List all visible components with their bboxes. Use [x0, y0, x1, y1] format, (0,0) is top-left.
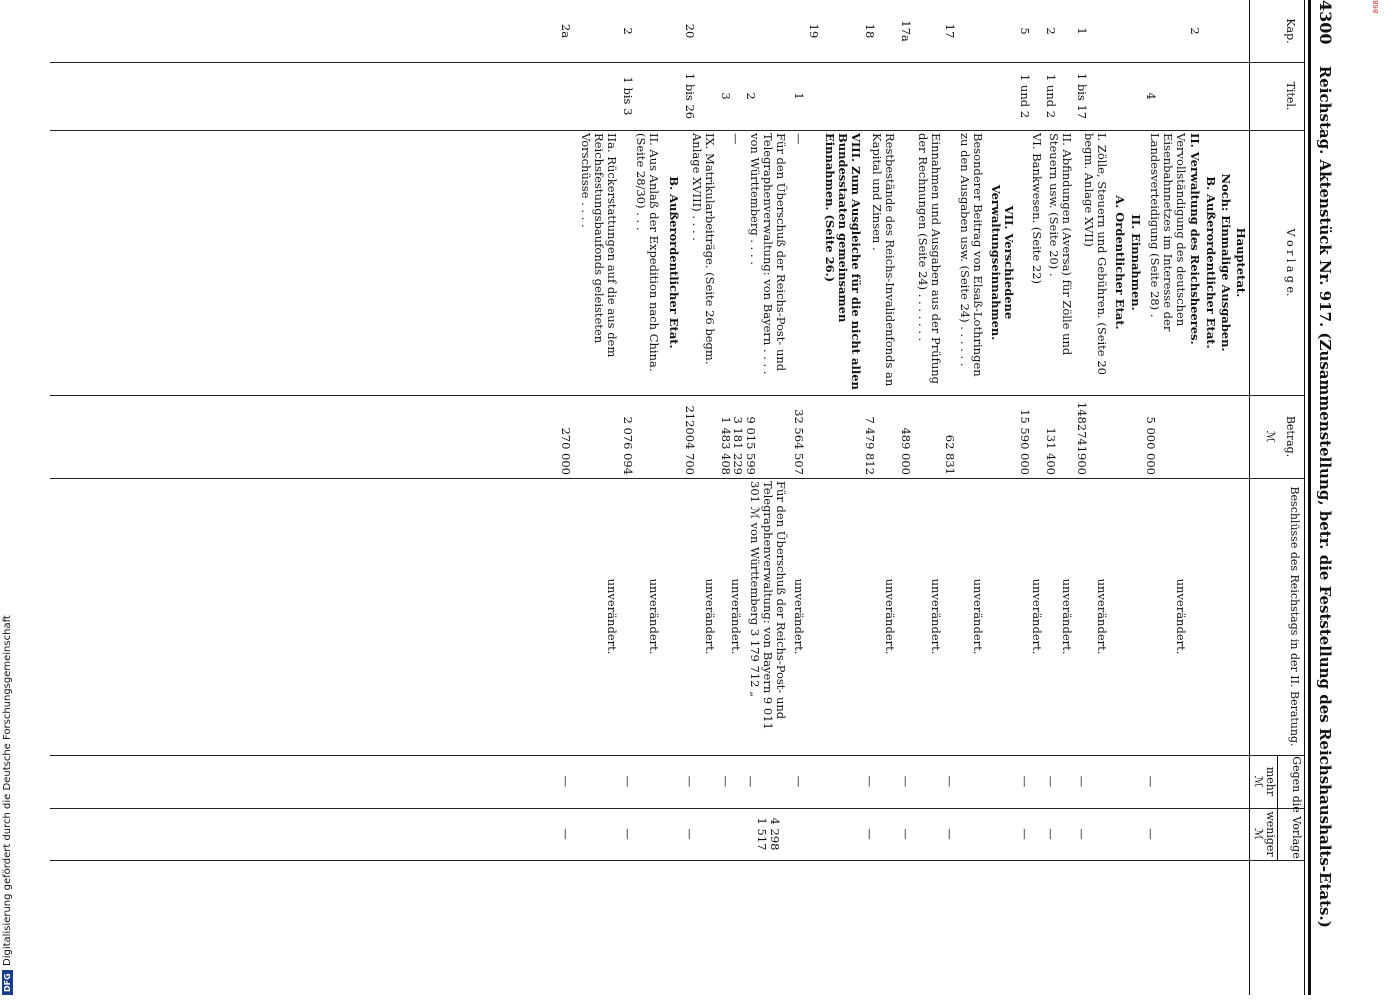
- row-14-vorlage: VIII. Zum Ausgleiche für die nicht allen Bundesstaaten gemeinsamen Einnahmen. (Seite 26.): [823, 133, 863, 390]
- row-21-mehr: —: [559, 775, 573, 788]
- row-2-vorlage: B. Außerordentlicher Etat.: [1204, 176, 1218, 349]
- row-9-kap: 5: [1018, 27, 1032, 35]
- row-18-kap: 20: [683, 23, 697, 39]
- row-13-beschluss: unverändert.: [883, 578, 897, 655]
- row-12-vorlage: Einnahmen und Ausgaben aus der Prüfung der Rechnungen (Seite 24) . . . . . . .: [916, 133, 943, 385]
- row-7-beschluss: unverändert.: [1095, 578, 1109, 655]
- header-betrag-unit: ℳ: [1264, 430, 1277, 443]
- row-11-kap: 17: [943, 23, 957, 39]
- row-13-vorlage: Restbestände des Reichs-Invalidenfonds an Kapital und Zinsen .: [870, 133, 897, 387]
- row-16-vorlage: Für den Überschuß der Reichs-Post- und Telegraphenverwaltung: von Bayern . . . . von Württemberg . . . .: [748, 133, 788, 375]
- row-8-vorlage: II. Abfindungen (Aversa) für Zölle und Steuern usw. (Seite 20) .: [1047, 133, 1074, 356]
- row-7-betrag: 1482741900: [1075, 401, 1089, 475]
- row-8-titel: 1 und 2: [1044, 73, 1058, 119]
- row-9-weniger: —: [1018, 828, 1032, 840]
- row-12-betrag: 489 000: [899, 427, 913, 475]
- column-rule: [50, 860, 1304, 861]
- running-title: Reichstag. Aktenstück Nr. 917. (Zusammenstellung, betr. die Feststellung des Reichshaushalts-Etats.): [1316, 65, 1334, 928]
- header-betrag: Betrag.: [1284, 415, 1297, 458]
- row-16-weniger: 4 298 1 517: [755, 817, 782, 851]
- row-20-vorlage: II. Aus Anlaß der Expedition nach China. (Seite 28/30) . . .: [634, 133, 661, 372]
- row-16-mehr: —: [744, 775, 758, 788]
- row-8-betrag: 131 400: [1044, 427, 1058, 475]
- row-9-vorlage: VI. Bankwesen. (Seite 22): [1030, 133, 1044, 284]
- row-11-betrag: 62 831: [943, 434, 957, 475]
- row-4-betrag: 5 000 000: [1144, 416, 1158, 475]
- row-5-vorlage: II. Einnahmen.: [1129, 214, 1143, 311]
- row-20-titel: 1 bis 3: [621, 76, 635, 116]
- row-12-kap: 17a: [899, 20, 913, 42]
- row-18-mehr: —: [683, 775, 697, 788]
- row-11-mehr: —: [943, 775, 957, 788]
- row-16-beschluss: Für den Überschuß der Reichs-Post- und Telegraphenverwaltung: von Bayern 9 011 301 ℳ von Württemberg 3 179 712 „: [748, 481, 788, 730]
- credit-text: Digitalisierung gefördert durch die Deutsche Forschungsgemeinschaft: [2, 615, 13, 967]
- header-rule: [1249, 0, 1250, 995]
- row-7-kap: 1: [1075, 27, 1089, 35]
- page-number-top: 868: [1372, 0, 1380, 14]
- column-rule: [50, 62, 1304, 63]
- row-18-betrag: 212004 700: [683, 405, 697, 475]
- row-11-weniger: —: [943, 828, 957, 840]
- header-unit-weniger: ℳ: [1252, 828, 1265, 840]
- row-20-weniger: —: [621, 828, 635, 840]
- row-20-kap: 2: [621, 27, 635, 35]
- row-17-titel: 3: [719, 92, 733, 100]
- top-rule: [1308, 0, 1311, 995]
- row-7-weniger: —: [1075, 828, 1089, 840]
- row-21-vorlage: IIa. Rückerstattungen auf die aus dem Reichsfestungsbaufonds geleisteten Vorschüsse . . . .: [579, 133, 619, 358]
- document-sheet: [50, 0, 1340, 1000]
- row-18-beschluss: unverändert.: [703, 578, 717, 655]
- row-12-weniger: —: [899, 828, 913, 840]
- row-9-mehr: —: [1018, 775, 1032, 788]
- top-rule-thin: [1304, 0, 1305, 995]
- row-8-kap: 2: [1044, 27, 1058, 35]
- header-unit-mehr: ℳ: [1252, 775, 1265, 788]
- row-20-beschluss: unverändert.: [647, 578, 661, 655]
- row-17-betrag: 1 483 408: [719, 416, 733, 475]
- row-13-mehr: —: [863, 775, 877, 788]
- row-21-weniger: —: [559, 828, 573, 840]
- header-beschluesse: Beschlüsse des Reichstags in der II. Beratung.: [1288, 486, 1301, 747]
- row-14-kap: 19: [807, 23, 821, 39]
- header-kap: Kap.: [1284, 18, 1297, 44]
- column-rule: [50, 808, 1304, 809]
- row-7-titel: 1 bis 17: [1075, 72, 1089, 120]
- running-head: [1316, 0, 1334, 1000]
- row-20-mehr: —: [621, 775, 635, 788]
- row-17-mehr: —: [719, 775, 733, 788]
- row-21-beschluss: unverändert.: [605, 578, 619, 655]
- row-13-weniger: —: [863, 828, 877, 840]
- row-4-titel: 4: [1144, 92, 1158, 100]
- row-18-vorlage: IX. Matrikularbeiträge. (Seite 26 begm. Anlage XVIII) . . . .: [690, 133, 717, 365]
- row-1-vorlage: Noch: Einmalige Ausgaben.: [1219, 173, 1233, 352]
- credit-line: [2, 605, 13, 995]
- header-weniger: weniger: [1264, 811, 1277, 857]
- row-12-mehr: —: [899, 775, 913, 788]
- column-rule: [50, 478, 1304, 479]
- row-15-mehr: —: [792, 775, 806, 788]
- row-18-weniger: —: [683, 828, 697, 840]
- row-17-beschluss: unverändert.: [729, 578, 743, 655]
- row-12-beschluss: unverändert.: [929, 578, 943, 655]
- row-16-titel: 2: [744, 92, 758, 100]
- header-vorlage: V o r l a g e.: [1284, 228, 1297, 297]
- row-0-vorlage: Hauptetat.: [1234, 227, 1248, 298]
- row-21-betrag: 270 000: [559, 427, 573, 475]
- row-15-betrag: 32 564 507: [792, 409, 806, 475]
- header-mehr: mehr: [1264, 766, 1277, 797]
- row-4-mehr: —: [1144, 775, 1158, 788]
- row-7-mehr: —: [1075, 775, 1089, 788]
- row-15-titel: 1: [792, 92, 806, 100]
- row-8-weniger: —: [1044, 828, 1058, 840]
- row-21-kap: 2a: [559, 23, 573, 39]
- row-11-vorlage: Besonderer Beitrag von Elsaß-Lothringen zu den Ausgaben usw. (Seite 24) . . . . . .: [958, 133, 985, 377]
- row-13-kap: 18: [863, 23, 877, 39]
- row-3-vorlage: II. Verwaltung des Reichsheeres.: [1188, 133, 1202, 345]
- dfg-logo: DFG: [2, 970, 13, 995]
- header-titel: Titel.: [1284, 81, 1297, 111]
- row-8-mehr: —: [1044, 775, 1058, 788]
- row-9-beschluss: unverändert.: [1030, 578, 1044, 655]
- row-3-kap: 2: [1188, 27, 1202, 35]
- row-13-betrag: 7 479 812: [863, 416, 877, 475]
- row-19-vorlage: B. Außerordentlicher Etat.: [667, 176, 681, 349]
- row-10-vorlage: VII. Verschiedene Verwaltungseinnahmen.: [989, 184, 1016, 341]
- running-page-number: 4300: [1316, 0, 1335, 45]
- row-7-vorlage: I. Zölle, Steuern und Gebühren. (Seite 20 begm. Anlage XVII): [1082, 133, 1109, 375]
- row-9-betrag: 15 590 000: [1018, 409, 1032, 475]
- row-17-vorlage: —: [729, 133, 743, 145]
- row-9-titel: 1 und 2: [1018, 73, 1032, 119]
- row-15-beschluss: unverändert.: [792, 578, 806, 655]
- row-4-vorlage: Vervollständigung des deutschen Eisenbahnnetzes im Interesse der Landesverteidigung (Seite 28) .: [1148, 133, 1188, 332]
- row-20-betrag: 2 076 094: [621, 416, 635, 475]
- row-11-beschluss: unverändert.: [971, 578, 985, 655]
- row-16-betrag: 9 015 599 3 181 229: [731, 416, 758, 475]
- row-4-beschluss: unverändert.: [1174, 578, 1188, 655]
- header-gegen: Gegen die Vorlage: [1290, 756, 1303, 859]
- column-rule: [50, 130, 1304, 131]
- row-18-titel: 1 bis 26: [683, 72, 697, 120]
- row-8-beschluss: unverändert.: [1060, 578, 1074, 655]
- column-rule: [50, 755, 1304, 756]
- row-4-weniger: —: [1144, 828, 1158, 840]
- column-rule: [50, 395, 1304, 396]
- row-6-vorlage: A. Ordentlicher Etat.: [1113, 195, 1127, 330]
- row-15-vorlage: —: [792, 133, 806, 145]
